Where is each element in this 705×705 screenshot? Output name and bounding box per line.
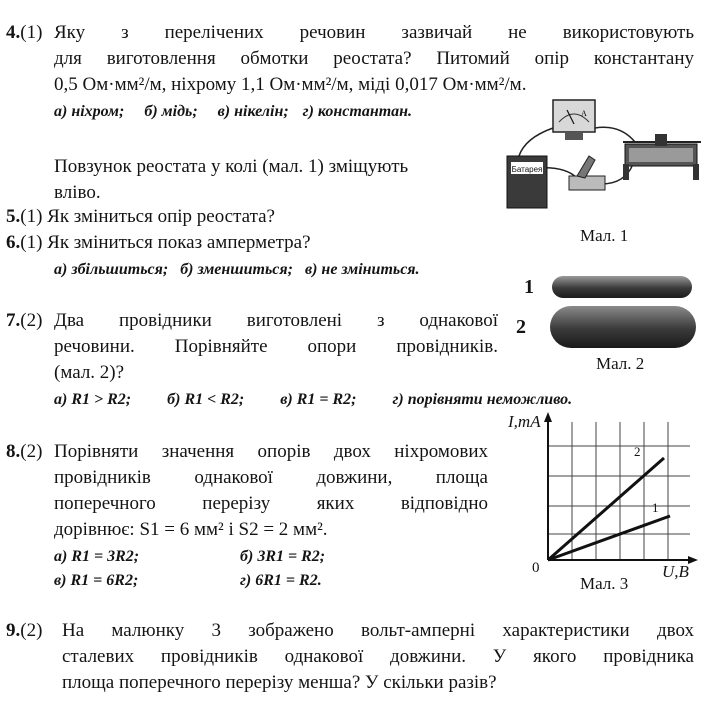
q6-points: (1) xyxy=(20,232,43,253)
q7-points: (2) xyxy=(20,310,43,331)
q9-number-label: 9. xyxy=(6,620,21,641)
fig2-label-1: 1 xyxy=(524,276,534,298)
q4-option-d: г) константан. xyxy=(302,103,413,120)
q5-number: 5. xyxy=(6,206,21,227)
q8-option-b: б) 3R1 = R2; xyxy=(240,548,326,565)
q8-option-a: а) R1 = 3R2; xyxy=(54,548,140,565)
svg-text:A: A xyxy=(581,109,587,118)
q8-number xyxy=(6,441,42,463)
fig2-rod-2 xyxy=(550,306,696,348)
q8-number-label: 8. xyxy=(6,441,21,462)
q9-points: (2) xyxy=(20,620,43,641)
q6-text: Як зміниться показ амперметра? xyxy=(47,232,311,253)
q8-option-c: в) R1 = 6R2; xyxy=(54,572,139,589)
q8-option-d: г) 6R1 = R2. xyxy=(240,572,322,589)
fig2-caption: Мал. 2 xyxy=(596,354,645,373)
fig3-origin-label: 0 xyxy=(532,560,540,576)
fig1-battery-label: Батарея xyxy=(511,165,543,174)
q8-options-row1 xyxy=(54,547,139,567)
q4-points: (1) xyxy=(20,22,43,43)
q9-line1: На малюнку 3 зображено вольт-амперні характеристики двох xyxy=(62,620,694,641)
q8-line1: Порівняти значення опорів двох ніхромових xyxy=(54,441,488,462)
q7-option-d: г) порівняти неможливо. xyxy=(392,391,573,408)
q7-number-label: 7. xyxy=(6,310,21,331)
fig3-y-label: I,mA xyxy=(508,412,541,431)
q8-line2: провідників однакової довжини, площа xyxy=(54,467,488,488)
q4-options xyxy=(54,102,412,122)
fig2-rod-1 xyxy=(552,276,692,298)
q4-option-c: в) нікелін; xyxy=(217,103,289,120)
q5 xyxy=(6,206,275,228)
q6 xyxy=(6,232,311,254)
q7-line1: Два провідники виготовлені з однакової xyxy=(54,310,498,331)
fig3-line2-label: 2 xyxy=(634,444,641,459)
fig1-caption: Мал. 1 xyxy=(580,226,629,245)
q8-line3: поперечного перерізу яких відповідно xyxy=(54,493,488,514)
q4-number xyxy=(6,22,42,44)
q7-option-b: б) R1 < R2; xyxy=(167,391,245,408)
fig3-caption: Мал. 3 xyxy=(580,574,629,593)
q6-option-c: в) не зміниться. xyxy=(304,261,420,278)
q9-line2: сталевих провідників однакової довжини. У якого провідника xyxy=(62,646,694,667)
q6-option-a: а) збільшиться; xyxy=(54,261,169,278)
q7-line3: (мал. 2)? xyxy=(54,362,125,383)
q4-line2: для виготовлення обмотки реостата? Питомий опір константану xyxy=(54,48,694,69)
q8-points: (2) xyxy=(20,441,43,462)
q6-option-b: б) зменшиться; xyxy=(180,261,293,278)
q4-option-a: а) ніхром; xyxy=(54,103,125,120)
q4-number-label: 4. xyxy=(6,22,21,43)
q7-line2: речовини. Порівняйте опори провідників. xyxy=(54,336,498,357)
q7-number xyxy=(6,310,42,332)
q5-text: Як зміниться опір реостата? xyxy=(47,206,275,227)
q7-option-c: в) R1 = R2; xyxy=(280,391,357,408)
q8-line4: дорівнює: S1 = 6 мм² і S2 = 2 мм². xyxy=(54,519,328,540)
fig2-label-2: 2 xyxy=(516,316,526,338)
q6-number: 6. xyxy=(6,232,21,253)
fig1-circuit-illustration xyxy=(505,98,705,220)
q4-line3: 0,5 Ом·мм²/м, ніхрому 1,1 Ом·мм²/м, міді 0,017 Ом·мм²/м. xyxy=(54,74,527,95)
q9-number xyxy=(6,620,42,642)
q7-option-a: а) R1 > R2; xyxy=(54,391,132,408)
q4-line1: Яку з перелічених речовин зазвичай не використовують xyxy=(54,22,694,43)
fig3-x-label: U,B xyxy=(662,562,689,581)
q5-points: (1) xyxy=(20,206,43,227)
q4-option-b: б) мідь; xyxy=(144,103,198,120)
q7-options xyxy=(54,390,572,410)
q9-line3: площа поперечного перерізу менша? У скільки разів? xyxy=(62,672,497,693)
fig3-line1-label: 1 xyxy=(652,500,659,515)
intro-line1: Повзунок реостата у колі (мал. 1) зміщують xyxy=(54,156,409,177)
q6-options xyxy=(54,260,420,280)
intro-line2: вліво. xyxy=(54,182,101,203)
